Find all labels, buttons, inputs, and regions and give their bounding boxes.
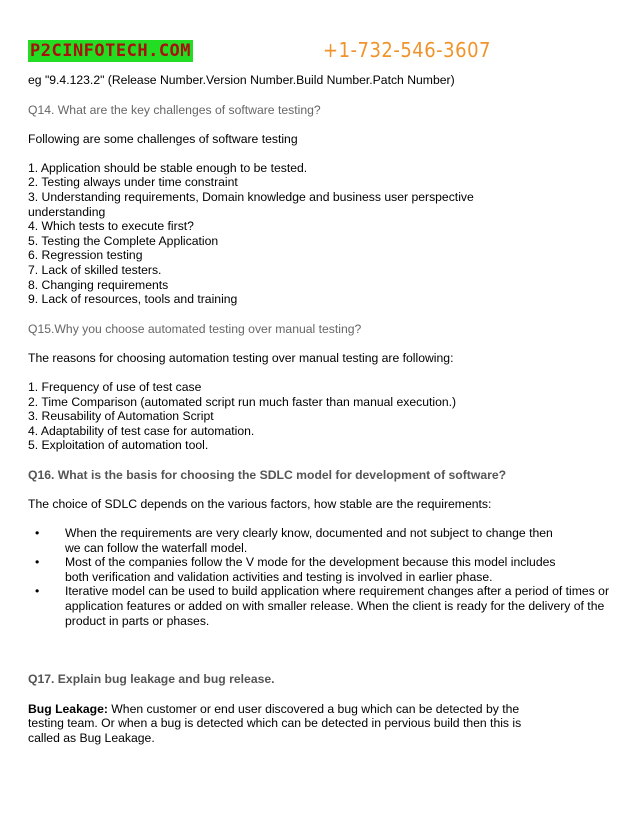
bug-leakage-text: When customer or end user discovered a bug which can be detected by the testing team. Or when a bug is detected which can be detected in pervious build then this is called as Bug Leakage.	[28, 701, 522, 745]
list-item: 5. Exploitation of automation tool.	[28, 438, 209, 453]
q16-intro: The choice of SDLC depends on the various factors, how stable are the requirements:	[28, 497, 492, 512]
page-header	[28, 40, 628, 64]
q14-intro: Following are some challenges of software testing	[28, 132, 298, 147]
list-item: 8. Changing requirements	[28, 277, 169, 292]
q15-list	[28, 380, 613, 453]
list-item: 1. Frequency of use of test case	[28, 379, 202, 394]
list-item: 4. Which tests to execute first?	[28, 219, 194, 234]
list-item: 1. Application should be stable enough to be tested.	[28, 160, 308, 175]
list-item: 5. Testing the Complete Application	[28, 233, 219, 248]
version-example: eg "9.4.123.2" (Release Number.Version Number.Build Number.Patch Number)	[28, 73, 455, 87]
brand-logo-text: P2CINFOTECH.COM	[30, 41, 192, 61]
bug-leakage-term: Bug Leakage:	[28, 701, 108, 716]
phone-number: +1-732-546-3607	[323, 38, 491, 62]
list-item: 7. Lack of skilled testers.	[28, 262, 162, 277]
q15-intro: The reasons for choosing automation testing over manual testing are following:	[28, 351, 454, 366]
q14-list	[28, 161, 613, 307]
q16-bullet-list	[28, 526, 613, 628]
list-item: 2. Testing always under time constraint	[28, 175, 238, 190]
list-item: 6. Regression testing	[28, 248, 143, 263]
bullet-item: • Iterative model can be used to build application where requirement changes after a period of times or application features or added on with smaller release. When the client is ready for the delivery of the product in parts or phases.	[65, 584, 613, 628]
q16-heading: Q16. What is the basis for choosing the SDLC model for development of software?	[28, 467, 507, 482]
bullet-item: • Most of the companies follow the V mode for the development because this model includes both verification and validation activities and testing is involved in earlier phase.	[65, 555, 565, 584]
document-body	[28, 73, 613, 746]
list-item: 2. Time Comparison (automated script run much faster than manual execution.)	[28, 394, 457, 409]
q14-heading: Q14. What are the key challenges of software testing?	[28, 102, 321, 117]
list-item: 3. Understanding requirements, Domain knowledge and business user perspective understanding	[28, 189, 474, 219]
list-item: 4. Adaptability of test case for automation.	[28, 423, 255, 438]
bullet-item: • When the requirements are very clearly know, documented and not subject to change then we can follow the waterfall model.	[65, 526, 565, 555]
list-item: 9. Lack of resources, tools and training	[28, 292, 238, 307]
q17-definition	[28, 702, 548, 746]
list-item: 3. Reusability of Automation Script	[28, 409, 214, 424]
q17-heading: Q17. Explain bug leakage and bug release.	[28, 672, 275, 687]
q15-heading: Q15.Why you choose automated testing over manual testing?	[28, 321, 362, 336]
